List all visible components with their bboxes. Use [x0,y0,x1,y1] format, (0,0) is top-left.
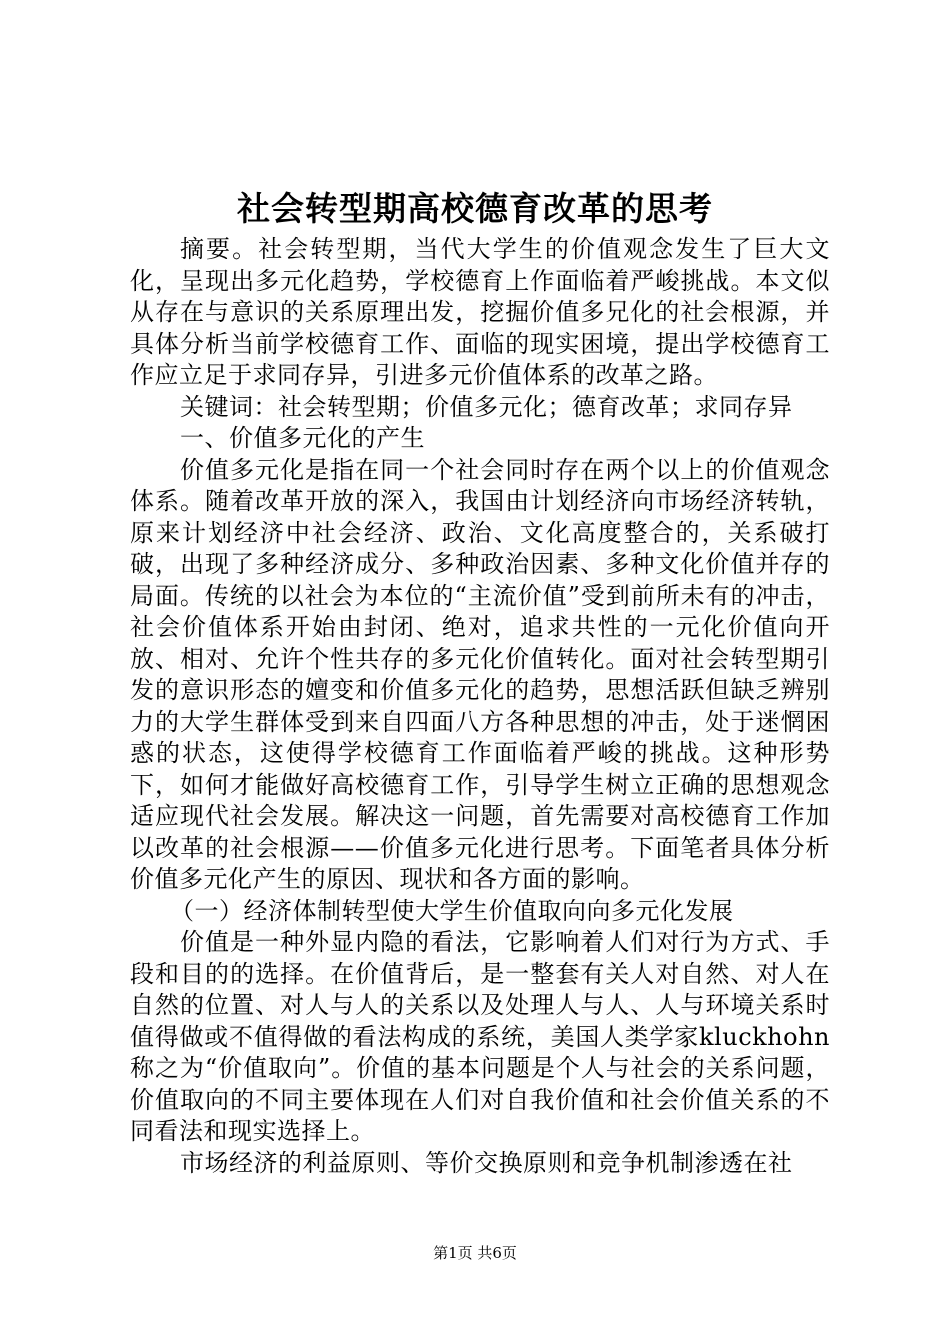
keywords-line: 关键词：社会转型期；价值多元化；德育改革；求同存异 [180,392,793,421]
section-heading: 一、价值多元化的产生 [180,424,425,452]
body-paragraph: 市场经济的利益原则、等价交换原则和竞争机制渗透在社 [180,1148,793,1177]
abstract-paragraph: 摘要。社会转型期，当代大学生的价值观念发生了巨大文化，呈现出多元化趋势，学校德育上作面临着严峻挑战。本文似从存在与意识的关系原理出发，挖掘价值多兄化的社会根源，并具体分析当前学校德育工作、面临的现实困境，提出学校德育工作应立足于求同存异，引进多元价值体系的改革之路。 [130,235,830,389]
body-paragraph: 价值是一种外显内隐的看法，它影响着人们对行为方式、手段和目的的选择。在价值背后，是一整套有关人对自然、对人在自然的位置、对人与人的关系以及处理人与人、人与环境关系时值得做或不值得做的看法构成的系统，美国人类学家kluckhohn称之为“价值取向”。价值的基本问题是个人与社会的关系问题，价值取向的不同主要体现在人们对自我价值和社会价值关系的不同看法和现实选择上。 [130,928,830,1145]
subsection-heading: （一）经济体制转型使大学生价值取向向多元化发展 [170,896,734,925]
document-title: 社会转型期高校德育改革的思考 [237,189,713,228]
body-paragraph: 价值多元化是指在同一个社会同时存在两个以上的价值观念体系。随着改革开放的深入，我国由计划经济向市场经济转轨，原来计划经济中社会经济、政治、文化高度整合的，关系破打破，出现了多种经济成分、多种政治因素、多种文化价值并存的局面。传统的以社会为本位的“主流价值”受到前所未有的冲击，社会价值体系开始由封闭、绝对，追求共性的一元化价值向开放、相对、允许个性共存的多元化价值转化。面对社会转型期引发的意识形态的嬗变和价值多元化的趋势，思想活跃但缺乏辨别力的大学生群体受到来自四面八方各种思想的冲击，处于迷惘困惑的状态，这使得学校德育工作面临着严峻的挑战。这种形势下，如何才能做好高校德育工作，引导学生树立正确的思想观念适应现代社会发展。解决这一问题，首先需要对高校德育工作加以改革的社会根源——价值多元化进行思考。下面笔者具体分析价值多元化产生的原因、现状和各方面的影响。 [130,455,830,893]
page-footer: 第1页 共6页 [433,1244,517,1262]
document-body [130,234,830,1179]
